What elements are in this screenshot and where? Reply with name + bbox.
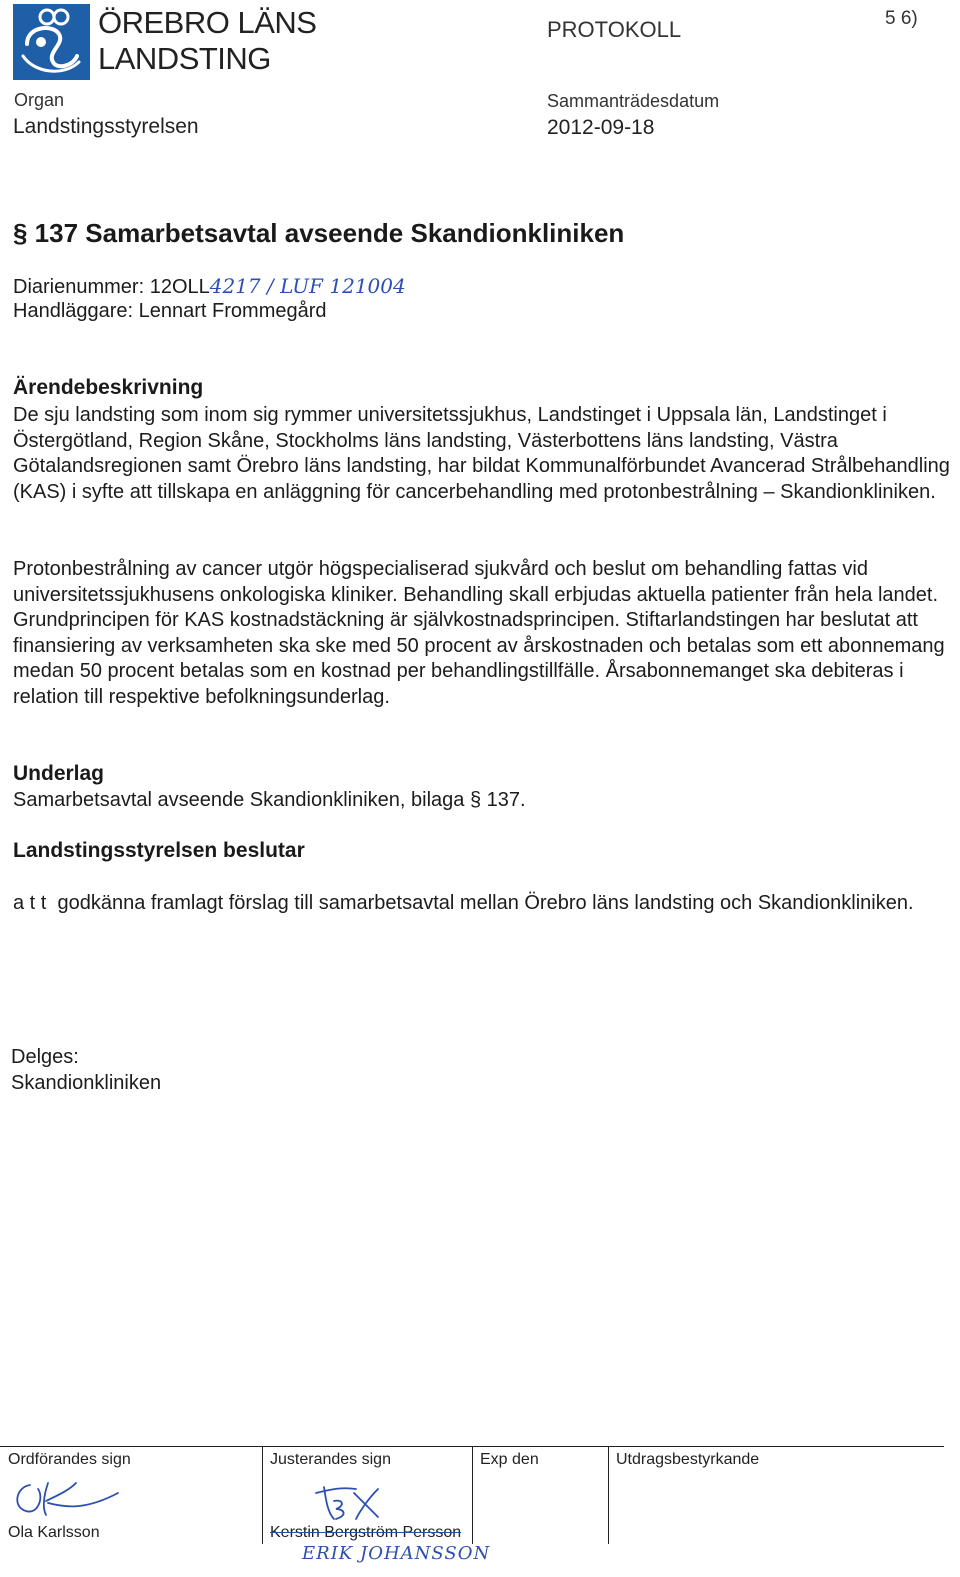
adjuster-sign-cell: [262, 1446, 472, 1545]
chair-signature-icon: [8, 1477, 128, 1522]
diarienummer-handwritten: 4217 / LUF 121004: [209, 274, 406, 298]
adjuster-sign-label: Justerandes sign: [270, 1451, 391, 1468]
org-name-line2: LANDSTING: [98, 41, 271, 76]
organ-value: Landstingsstyrelsen: [13, 115, 199, 138]
organ-label: Organ: [14, 90, 65, 110]
beslut-text: godkänna framlagt förslag till samarbetsavtal mellan Örebro läns landsting och Skandionkliniken.: [57, 892, 914, 914]
extract-label: Utdragsbestyrkande: [616, 1451, 760, 1468]
delges-label: Delges:: [11, 1046, 79, 1068]
underlag-text: Samarbetsavtal avseende Skandionkliniken, bilaga § 137.: [13, 789, 526, 811]
beslut-att: a t t: [13, 892, 47, 914]
beslut-decision: [13, 891, 953, 917]
adjuster-handwritten-name: ERIK JOHANSSON: [302, 1543, 491, 1564]
handlaggare: Handläggare: Lennart Frommegård: [13, 300, 327, 322]
date-value: 2012-09-18: [547, 116, 655, 139]
arendebeskrivning-heading: Ärendebeskrivning: [13, 376, 204, 399]
landsting-logo: [13, 4, 90, 80]
adjuster-name: Kerstin Bergström Persson: [270, 1524, 462, 1541]
adjuster-signature-icon: [312, 1479, 402, 1524]
arendebeskrivning-paragraph-1: De sju landsting som inom sig rymmer universitetssjukhus, Landstinget i Uppsala län, Landstinget i Östergötland, Region Skåne, Stockholms läns landsting, Västerbottens läns landsting, Västra Götalandsregionen samt Örebro läns landsting, har bildat Kommunalförbundet Avancerad Strålbehandling (KAS) i syfte att tillskapa en anläggning för cancerbehandling med protonbestrålning – Skandionkliniken.: [13, 404, 950, 503]
org-name-line1: ÖREBRO LÄNS: [98, 5, 317, 40]
extract-cell: [608, 1446, 944, 1545]
delges-recipient: Skandionkliniken: [11, 1072, 162, 1094]
logo-emblem-icon: [13, 4, 90, 80]
date-label: Sammanträdesdatum: [547, 91, 720, 111]
exp-cell: [472, 1446, 608, 1545]
beslut-heading: Landstingsstyrelsen beslutar: [13, 839, 305, 862]
signature-table: [0, 1446, 944, 1546]
underlag-heading: Underlag: [13, 762, 105, 785]
section-title: § 137 Samarbetsavtal avseende Skandionkliniken: [13, 218, 625, 248]
arendebeskrivning-paragraph-2: Protonbestrålning av cancer utgör högspecialiserad sjukvård och beslut om behandling fattas vid universitetssjukhusens onkologiska kliniker. Behandling skall erbjudas aktuella patienter från hela landet. Grundprincipen för KAS kostnadstäckning är självkostnadsprincipen. Stiftarlandstingen har beslutat att finansiering av verksamheten ska ske med 50 procent av årskostnaden och betalas som ett abonnemang medan 50 procent betalas som en kostnad per behandlingstillfälle. Årsabonnemanget ska debiteras i relation till respektive befolkningsunderlag.: [13, 558, 945, 708]
exp-label: Exp den: [480, 1451, 539, 1468]
chair-sign-label: Ordförandes sign: [8, 1451, 131, 1468]
diarienummer: [13, 274, 406, 299]
page-number: 5 6): [885, 8, 918, 29]
chair-sign-cell: [0, 1446, 262, 1545]
chair-name: Ola Karlsson: [8, 1524, 100, 1541]
document-type: PROTOKOLL: [547, 17, 682, 42]
diarienummer-label: Diarienummer: 12OLL: [13, 276, 210, 298]
